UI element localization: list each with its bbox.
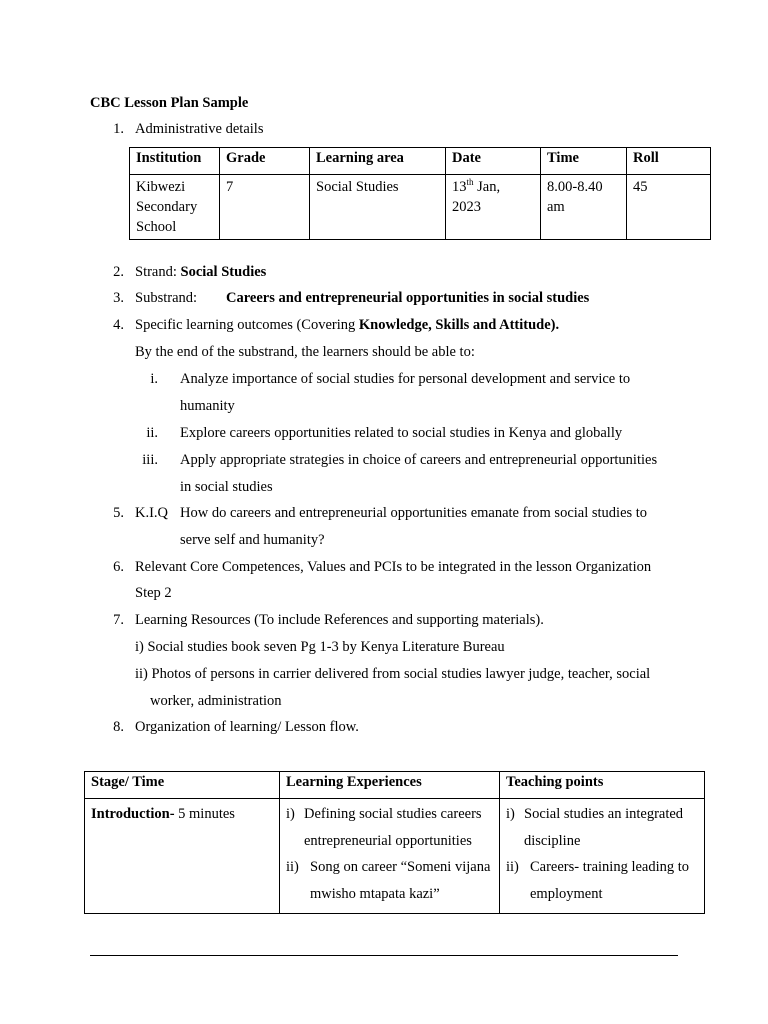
- outcome-item: Analyze importance of social studies for personal development and service to: [180, 371, 631, 387]
- section-lesson-flow: Organization of learning/ Lesson flow.: [135, 719, 359, 735]
- header-institution: Institution: [130, 148, 220, 175]
- section-kiq-continuation: serve self and humanity?: [180, 532, 325, 548]
- section-number: 7.: [113, 612, 124, 628]
- outcome-item: Apply appropriate strategies in choice of careers and entrepreneurial opportunities: [180, 452, 658, 468]
- cell-teaching-points: [500, 799, 705, 914]
- cell-learning-experiences: [280, 799, 500, 914]
- administrative-details-table: [129, 147, 711, 240]
- section-strand: Strand: Social Studies: [135, 264, 267, 280]
- section-number: 3.: [113, 290, 124, 306]
- header-learning-area: Learning area: [310, 148, 446, 175]
- section-number: 2.: [113, 264, 124, 280]
- section-substrand-label: Substrand:: [135, 290, 198, 306]
- section-learning-resources: Learning Resources (To include References and supporting materials).: [135, 612, 544, 628]
- section-number: 1.: [113, 121, 124, 137]
- header-time: Time: [541, 148, 627, 175]
- section-kiq-label: K.I.Q: [135, 505, 169, 521]
- resource-item: i) Social studies book seven Pg 1-3 by Kenya Literature Bureau: [135, 639, 505, 655]
- header-grade: Grade: [220, 148, 310, 175]
- header-roll: Roll: [627, 148, 711, 175]
- cell-date: 13th Jan, 2023: [446, 175, 541, 240]
- outcome-item: Explore careers opportunities related to social studies in Kenya and globally: [180, 425, 623, 441]
- resource-item-continuation: worker, administration: [150, 693, 282, 709]
- teaching-point-item: i) Social studies an integrated discipline: [506, 806, 684, 849]
- header-date: Date: [446, 148, 541, 175]
- outcome-number: iii.: [142, 452, 158, 468]
- section-substrand-value: Careers and entrepreneurial opportunities in social studies: [226, 290, 590, 306]
- section-number: 6.: [113, 559, 124, 575]
- section-kiq-text: How do careers and entrepreneurial opportunities emanate from social studies to: [180, 505, 648, 521]
- cell-roll: 45: [627, 175, 711, 240]
- outcome-number: i.: [150, 371, 158, 387]
- resource-item: ii) Photos of persons in carrier delivered from social studies lawyer judge, teacher, social: [135, 666, 651, 682]
- header-learning-experiences: Learning Experiences: [280, 772, 500, 799]
- cell-time: 8.00-8.40 am: [541, 175, 627, 240]
- cell-stage-time: Introduction- 5 minutes: [85, 799, 280, 914]
- teaching-point-item: ii) Careers- training leading to employment: [506, 859, 690, 902]
- section-number: 4.: [113, 317, 124, 333]
- experience-item: i) Defining social studies careers entrepreneurial opportunities: [286, 806, 482, 849]
- section-core-competences-continuation: Step 2: [135, 585, 172, 601]
- document-title: CBC Lesson Plan Sample: [90, 95, 249, 111]
- experience-item: ii) Song on career “Someni vijana mwisho mtapata kazi”: [286, 859, 491, 902]
- section-core-competences: Relevant Core Competences, Values and PCIs to be integrated in the lesson Organization: [135, 559, 652, 575]
- section-learning-outcomes: Specific learning outcomes (Covering Knowledge, Skills and Attitude).: [135, 317, 560, 333]
- section-number: 8.: [113, 719, 124, 735]
- footer-rule: [90, 955, 678, 956]
- outcome-number: ii.: [146, 425, 158, 441]
- header-stage-time: Stage/ Time: [85, 772, 280, 799]
- section-number: 5.: [113, 505, 124, 521]
- header-teaching-points: Teaching points: [500, 772, 705, 799]
- outcomes-intro: By the end of the substrand, the learners should be able to:: [135, 344, 475, 360]
- cell-institution: Kibwezi Secondary School: [130, 175, 220, 240]
- outcome-item-continuation: humanity: [180, 398, 235, 414]
- outcome-item-continuation: in social studies: [180, 479, 273, 495]
- cell-grade: 7: [220, 175, 310, 240]
- cell-learning-area: Social Studies: [310, 175, 446, 240]
- section-administrative-details: Administrative details: [135, 121, 264, 137]
- lesson-flow-table: [84, 771, 705, 914]
